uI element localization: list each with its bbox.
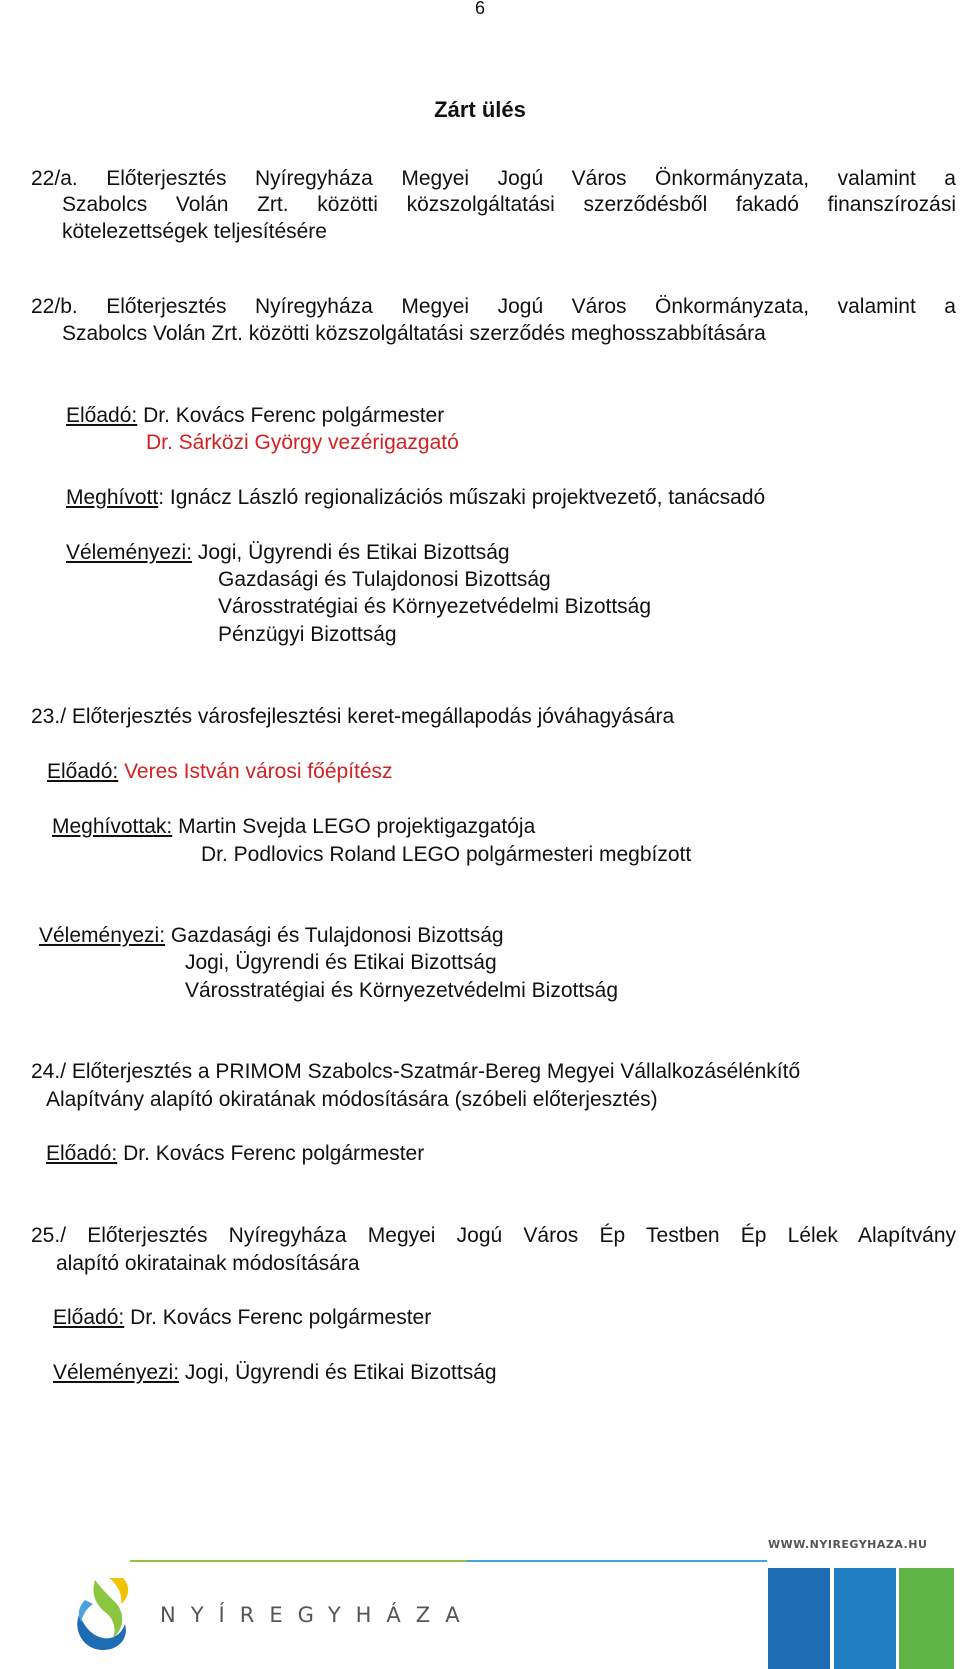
footer-color-block-blue (768, 1568, 830, 1669)
reviewer: Gazdasági és Tulajdonosi Bizottság (218, 568, 551, 591)
footer-color-block-green (899, 1568, 954, 1669)
item-22b-presenter-row (66, 403, 444, 428)
reviewer: Jogi, Ügyrendi és Etikai Bizottság (197, 541, 510, 564)
presenter-name: Dr. Kovács Ferenc polgármester (130, 1306, 432, 1329)
presenter-name: Dr. Kovács Ferenc polgármester (143, 404, 445, 427)
item-24-presenter-row (46, 1141, 424, 1166)
reviewer: Városstratégiai és Környezetvédelmi Bizottság (185, 979, 619, 1002)
presenter-label: Előadó: (53, 1306, 125, 1329)
item-22b-line2: Szabolcs Volán Zrt. közötti közszolgáltatási szerződés meghosszabbítására (62, 322, 766, 345)
footer-website-url[interactable]: WWW.NYIREGYHAZA.HU (768, 1538, 928, 1551)
footer-logo-text: NYÍREGYHÁZA (160, 1603, 475, 1627)
reviewer: Városstratégiai és Környezetvédelmi Bizottság (218, 595, 652, 618)
reviewer: Gazdasági és Tulajdonosi Bizottság (170, 924, 504, 947)
invited-name: : Ignácz László regionalizációs műszaki projektvezető, tanácsadó (158, 486, 766, 509)
item-22a-line1: 22/a. Előterjesztés Nyíregyháza Megyei Jogú Város Önkormányzata, valamint a (31, 167, 956, 190)
item-22b-reviewers-row (66, 540, 510, 565)
footer-divider-blue (467, 1560, 767, 1562)
presenter-label: Előadó: (47, 760, 119, 783)
nyiregyhaza-logo-icon (65, 1570, 145, 1655)
item-22a-line3: kötelezettségek teljesítésére (62, 220, 327, 243)
reviewer: Jogi, Ügyrendi és Etikai Bizottság (184, 1361, 497, 1384)
item-24-line1: 24./ Előterjesztés a PRIMOM Szabolcs-Szatmár-Bereg Megyei Vállalkozásélénkítő (31, 1060, 801, 1083)
item-22b-line1: 22/b. Előterjesztés Nyíregyháza Megyei Jogú Város Önkormányzata, valamint a (31, 295, 956, 318)
footer-divider-green (130, 1560, 467, 1562)
reviewer: Jogi, Ügyrendi és Etikai Bizottság (185, 951, 497, 974)
reviewers-label: Véleményezi: (66, 541, 193, 564)
invited-label: Meghívott (66, 486, 159, 509)
reviewer: Pénzügyi Bizottság (218, 623, 397, 646)
invited-label: Meghívottak: (52, 815, 173, 838)
item-23-reviewers-row (39, 923, 504, 948)
page-title: Zárt ülés (434, 97, 526, 122)
page-number: 6 (474, 0, 485, 18)
item-24-line2: Alapítvány alapító okiratának módosítására (szóbeli előterjesztés) (46, 1088, 658, 1111)
item-23-line1: 23./ Előterjesztés városfejlesztési keret-megállapodás jóváhagyására (31, 705, 675, 728)
footer-color-block-blue-2 (834, 1568, 896, 1669)
page-footer (0, 1538, 960, 1669)
item-23-presenter-row (47, 759, 393, 784)
presenter-label: Előadó: (46, 1142, 118, 1165)
presenter-name: Veres István városi főépítész (118, 760, 393, 783)
item-22a-line2: Szabolcs Volán Zrt. közötti közszolgáltatási szerződésből fakadó finanszírozási (62, 193, 956, 216)
invited-name: Dr. Podlovics Roland LEGO polgármesteri megbízott (201, 843, 692, 866)
item-22b-presenter-2: Dr. Sárközi György vezérigazgató (146, 431, 459, 454)
presenter-name: Dr. Kovács Ferenc polgármester (123, 1142, 425, 1165)
reviewers-label: Véleményezi: (39, 924, 166, 947)
reviewers-label: Véleményezi: (53, 1361, 180, 1384)
item-22b-invited-row (66, 485, 765, 510)
item-25-reviewers-row (53, 1360, 497, 1385)
item-25-line2: alapító okiratainak módosítására (56, 1252, 360, 1275)
item-23-invited-row (52, 814, 535, 839)
item-25-presenter-row (53, 1305, 431, 1330)
item-25-line1: 25./ Előterjesztés Nyíregyháza Megyei Jogú Város Ép Testben Ép Lélek Alapítvány (31, 1224, 956, 1247)
invited-name: Martin Svejda LEGO projektigazgatója (178, 815, 536, 838)
presenter-label: Előadó: (66, 404, 138, 427)
